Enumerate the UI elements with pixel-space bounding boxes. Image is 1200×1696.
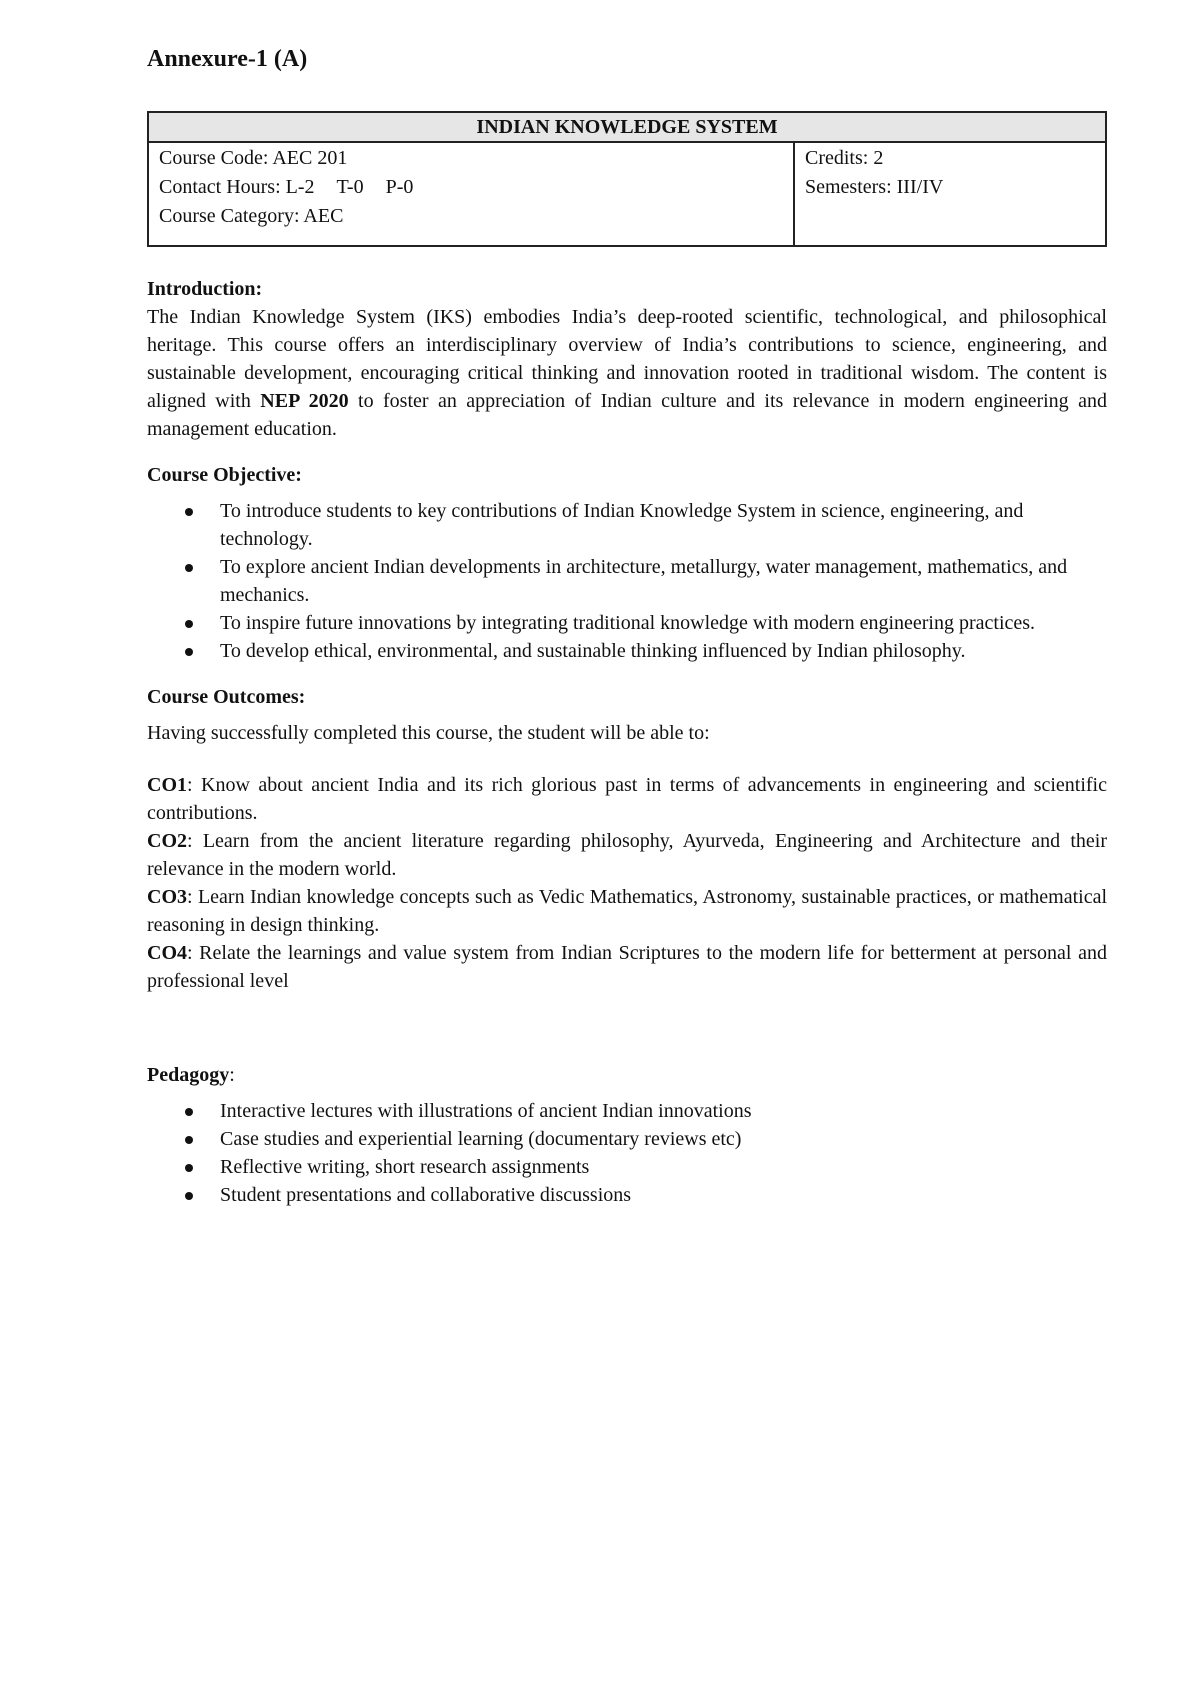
credits-cell [794, 142, 1106, 246]
pedagogy-list [147, 1097, 1107, 1209]
objective-text: To inspire future innovations by integrating traditional knowledge with modern engineering practices. [220, 612, 1036, 634]
list-item [220, 1125, 1107, 1153]
outcome-text: : Know about ancient India and its rich glorious past in terms of advancements in engineering and scientific contributions. [147, 774, 1107, 824]
intro-text-part-1: The Indian Knowledge System (IKS) embodies India’s deep-rooted scientific, technological, and philosophical heritage. This course offers an interdisciplinary overview of India’s contributions to science, engineering, and sustainable development, encouraging critical thinking and innovation rooted in traditional wisdom. The content is aligned with [147, 306, 1107, 412]
outcome-co3 [147, 883, 1107, 939]
pedagogy-text: Reflective writing, short research assignments [220, 1156, 590, 1178]
list-item [220, 1097, 1107, 1125]
course-category: Course Category: AEC [159, 205, 344, 227]
credits: Credits: 2 [805, 147, 884, 169]
course-code: Course Code: AEC 201 [159, 147, 348, 169]
bullet-icon [185, 648, 193, 656]
outcome-co4 [147, 939, 1107, 995]
objective-text: To introduce students to key contributions of Indian Knowledge System in science, engineering, and technology. [220, 500, 1024, 550]
introduction-paragraph [147, 303, 1107, 443]
contact-hours-p: P-0 [385, 176, 414, 198]
pedagogy-heading [147, 1061, 1107, 1089]
objective-text: To develop ethical, environmental, and sustainable thinking influenced by Indian philosophy. [220, 640, 966, 662]
bullet-icon [185, 1136, 193, 1144]
outcome-co2 [147, 827, 1107, 883]
intro-nep-bold: NEP 2020 [260, 390, 349, 412]
introduction-section [147, 275, 1107, 443]
outcomes-heading: Course Outcomes: [147, 686, 306, 708]
pedagogy-text: Student presentations and collaborative discussions [220, 1184, 632, 1206]
outcome-code: CO4 [147, 942, 187, 964]
outcomes-section [147, 683, 1107, 995]
outcome-text: : Learn Indian knowledge concepts such as Vedic Mathematics, Astronomy, sustainable practices, or mathematical reasoning in design thinking. [147, 886, 1107, 936]
objectives-heading: Course Objective: [147, 464, 302, 486]
contact-hours [159, 173, 783, 202]
annexure-title: Annexure-1 (A) [147, 46, 308, 72]
pedagogy-heading-colon: : [229, 1064, 235, 1086]
objectives-list [147, 497, 1107, 665]
outcomes-intro: Having successfully completed this course, the student will be able to: [147, 722, 710, 744]
course-info-table [147, 111, 1107, 247]
pedagogy-section [147, 1061, 1107, 1209]
list-item [220, 1153, 1107, 1181]
bullet-icon [185, 1164, 193, 1172]
document-body [147, 275, 1107, 1209]
pedagogy-text: Case studies and experiential learning (documentary reviews etc) [220, 1128, 742, 1150]
bullet-icon [185, 508, 193, 516]
outcome-code: CO2 [147, 830, 187, 852]
outcome-co1 [147, 771, 1107, 827]
pedagogy-heading-text: Pedagogy [147, 1064, 230, 1086]
bullet-icon [185, 620, 193, 628]
outcome-text: : Learn from the ancient literature regarding philosophy, Ayurveda, Engineering and Architecture and their relevance in the modern world. [147, 830, 1107, 880]
contact-hours-t: T-0 [336, 176, 364, 198]
bullet-icon [185, 1108, 193, 1116]
objective-text: To explore ancient Indian developments in architecture, metallurgy, water management, mathematics, and mechanics. [220, 556, 1068, 606]
list-item [220, 609, 1107, 637]
pedagogy-text: Interactive lectures with illustrations of ancient Indian innovations [220, 1100, 752, 1122]
list-item [220, 553, 1107, 609]
course-details-cell [148, 142, 794, 246]
outcome-code: CO1 [147, 774, 187, 796]
introduction-heading: Introduction: [147, 278, 263, 300]
objectives-section [147, 461, 1107, 665]
bullet-icon [185, 1192, 193, 1200]
list-item [220, 1181, 1107, 1209]
bullet-icon [185, 564, 193, 572]
outcome-text: : Relate the learnings and value system from Indian Scriptures to the modern life for betterment at personal and professional level [147, 942, 1107, 992]
intro-text-part-2: to foster an appreciation of Indian culture and its relevance in modern engineering and management education. [147, 390, 1107, 440]
list-item [220, 497, 1107, 553]
outcome-code: CO3 [147, 886, 187, 908]
list-item [220, 637, 1107, 665]
contact-hours-l: Contact Hours: L-2 [159, 176, 315, 198]
semesters: Semesters: III/IV [805, 176, 944, 198]
course-title: INDIAN KNOWLEDGE SYSTEM [148, 112, 1106, 142]
